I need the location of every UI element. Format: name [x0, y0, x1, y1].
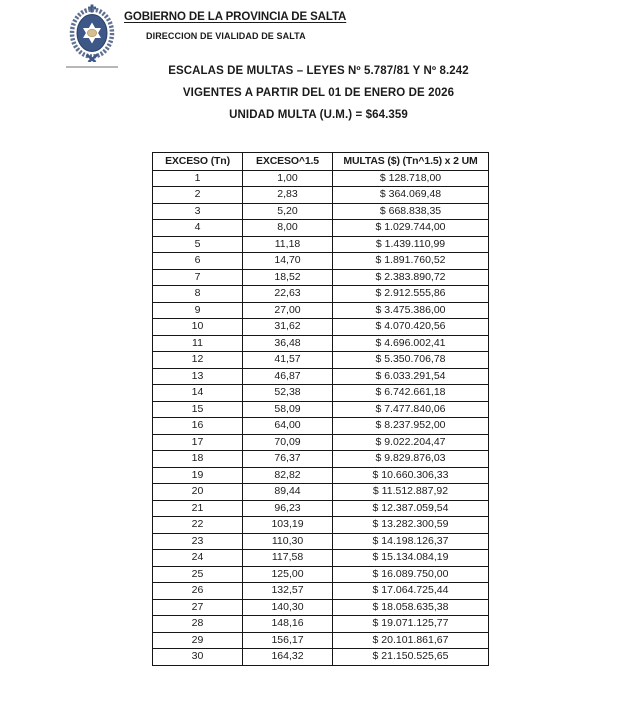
multa-cell: $ 7.477.840,06	[333, 401, 489, 418]
title-line-3: UNIDAD MULTA (U.M.) = $64.359	[229, 109, 408, 121]
table-row	[153, 616, 489, 633]
multa-cell: $ 2.383.890,72	[333, 269, 489, 286]
exceso-cell: 2	[153, 187, 243, 204]
exceso15-cell: 148,16	[243, 616, 333, 633]
table-row	[153, 649, 489, 666]
table-row	[153, 517, 489, 534]
table-row	[153, 335, 489, 352]
multa-cell: $ 8.237.952,00	[333, 418, 489, 435]
exceso-cell: 18	[153, 451, 243, 468]
exceso15-cell: 18,52	[243, 269, 333, 286]
exceso15-cell: 103,19	[243, 517, 333, 534]
exceso15-cell: 110,30	[243, 533, 333, 550]
table-row	[153, 566, 489, 583]
multa-cell: $ 20.101.861,67	[333, 632, 489, 649]
multa-cell: $ 13.282.300,59	[333, 517, 489, 534]
exceso-cell: 10	[153, 319, 243, 336]
exceso15-cell: 11,18	[243, 236, 333, 253]
multa-cell: $ 5.350.706,78	[333, 352, 489, 369]
exceso15-header: EXCESO^1.5	[243, 153, 333, 171]
table-row	[153, 467, 489, 484]
exceso15-cell: 89,44	[243, 484, 333, 501]
table-row	[153, 533, 489, 550]
multa-cell: $ 21.150.525,65	[333, 649, 489, 666]
table-row	[153, 500, 489, 517]
org-name: GOBIERNO DE LA PROVINCIA DE SALTA	[124, 11, 347, 23]
exceso15-cell: 22,63	[243, 286, 333, 303]
exceso-cell: 9	[153, 302, 243, 319]
table-row	[153, 319, 489, 336]
exceso15-cell: 132,57	[243, 583, 333, 600]
exceso-cell: 20	[153, 484, 243, 501]
table-row	[153, 418, 489, 435]
exceso15-cell: 41,57	[243, 352, 333, 369]
exceso15-cell: 70,09	[243, 434, 333, 451]
exceso15-cell: 31,62	[243, 319, 333, 336]
multa-cell: $ 1.029.744,00	[333, 220, 489, 237]
exceso-cell: 23	[153, 533, 243, 550]
exceso-cell: 17	[153, 434, 243, 451]
multas-table-body	[153, 170, 489, 665]
exceso-cell: 30	[153, 649, 243, 666]
multa-cell: $ 17.064.725,44	[333, 583, 489, 600]
exceso15-cell: 125,00	[243, 566, 333, 583]
multa-cell: $ 1.891.760,52	[333, 253, 489, 270]
exceso15-cell: 156,17	[243, 632, 333, 649]
exceso-header: EXCESO (Tn)	[153, 153, 243, 171]
table-row	[153, 302, 489, 319]
table-row	[153, 352, 489, 369]
exceso15-cell: 46,87	[243, 368, 333, 385]
multa-cell: $ 18.058.635,38	[333, 599, 489, 616]
table-row	[153, 236, 489, 253]
table-row	[153, 385, 489, 402]
multa-cell: $ 364.069,48	[333, 187, 489, 204]
table-row	[153, 269, 489, 286]
table-row	[153, 253, 489, 270]
exceso-cell: 11	[153, 335, 243, 352]
exceso-cell: 16	[153, 418, 243, 435]
table-row	[153, 599, 489, 616]
exceso15-cell: 36,48	[243, 335, 333, 352]
exceso-cell: 8	[153, 286, 243, 303]
multa-cell: $ 15.134.084,19	[333, 550, 489, 567]
multa-cell: $ 4.696.002,41	[333, 335, 489, 352]
exceso-cell: 4	[153, 220, 243, 237]
exceso15-cell: 164,32	[243, 649, 333, 666]
multa-cell: $ 12.387.059,54	[333, 500, 489, 517]
table-row	[153, 632, 489, 649]
multa-cell: $ 14.198.126,37	[333, 533, 489, 550]
multa-cell: $ 6.033.291,54	[333, 368, 489, 385]
exceso15-cell: 8,00	[243, 220, 333, 237]
title-line-2: VIGENTES A PARTIR DEL 01 DE ENERO DE 2026	[182, 87, 455, 99]
table-row	[153, 286, 489, 303]
multa-cell: $ 4.070.420,56	[333, 319, 489, 336]
multa-cell: $ 16.089.750,00	[333, 566, 489, 583]
exceso-cell: 21	[153, 500, 243, 517]
exceso15-cell: 27,00	[243, 302, 333, 319]
table-row	[153, 484, 489, 501]
table-row	[153, 203, 489, 220]
multa-cell: $ 2.912.555,86	[333, 286, 489, 303]
letterhead-text	[124, 4, 346, 41]
exceso-cell: 22	[153, 517, 243, 534]
exceso15-cell: 76,37	[243, 451, 333, 468]
table-row	[153, 434, 489, 451]
title-line-1: ESCALAS DE MULTAS – LEYES Nº 5.787/81 Y Nº 8.242	[168, 65, 469, 77]
exceso15-cell: 96,23	[243, 500, 333, 517]
exceso15-cell: 82,82	[243, 467, 333, 484]
exceso-cell: 19	[153, 467, 243, 484]
multa-cell: $ 3.475.386,00	[333, 302, 489, 319]
table-row	[153, 368, 489, 385]
exceso-cell: 1	[153, 170, 243, 187]
dept-name: DIRECCION DE VIALIDAD DE SALTA	[146, 31, 306, 41]
salta-coat-of-arms-icon	[68, 4, 116, 62]
table-row	[153, 583, 489, 600]
exceso15-cell: 117,58	[243, 550, 333, 567]
multa-cell: $ 9.022.204,47	[333, 434, 489, 451]
letterhead	[68, 4, 346, 62]
multa-cell: $ 19.071.125,77	[333, 616, 489, 633]
multa-cell: $ 11.512.887,92	[333, 484, 489, 501]
exceso15-cell: 5,20	[243, 203, 333, 220]
document-titles	[0, 60, 637, 126]
exceso-cell: 29	[153, 632, 243, 649]
table-row	[153, 401, 489, 418]
table-row	[153, 187, 489, 204]
exceso-cell: 24	[153, 550, 243, 567]
table-row	[153, 220, 489, 237]
multa-cell: $ 6.742.661,18	[333, 385, 489, 402]
table-row	[153, 170, 489, 187]
exceso15-cell: 1,00	[243, 170, 333, 187]
multas-header: MULTAS ($) (Tn^1.5) x 2 UM	[333, 153, 489, 171]
exceso-cell: 13	[153, 368, 243, 385]
exceso15-cell: 58,09	[243, 401, 333, 418]
exceso15-cell: 14,70	[243, 253, 333, 270]
exceso-cell: 12	[153, 352, 243, 369]
multa-cell: $ 668.838,35	[333, 203, 489, 220]
exceso-cell: 28	[153, 616, 243, 633]
exceso-cell: 3	[153, 203, 243, 220]
exceso-cell: 7	[153, 269, 243, 286]
exceso15-cell: 2,83	[243, 187, 333, 204]
multa-cell: $ 1.439.110,99	[333, 236, 489, 253]
exceso-cell: 27	[153, 599, 243, 616]
exceso-cell: 6	[153, 253, 243, 270]
table-header-row	[153, 153, 489, 171]
multa-cell: $ 10.660.306,33	[333, 467, 489, 484]
exceso15-cell: 52,38	[243, 385, 333, 402]
multa-cell: $ 9.829.876,03	[333, 451, 489, 468]
exceso15-cell: 140,30	[243, 599, 333, 616]
exceso-cell: 5	[153, 236, 243, 253]
exceso-cell: 15	[153, 401, 243, 418]
exceso-cell: 14	[153, 385, 243, 402]
exceso-cell: 25	[153, 566, 243, 583]
multas-table	[152, 152, 489, 666]
exceso15-cell: 64,00	[243, 418, 333, 435]
table-row	[153, 550, 489, 567]
exceso-cell: 26	[153, 583, 243, 600]
multa-cell: $ 128.718,00	[333, 170, 489, 187]
table-row	[153, 451, 489, 468]
